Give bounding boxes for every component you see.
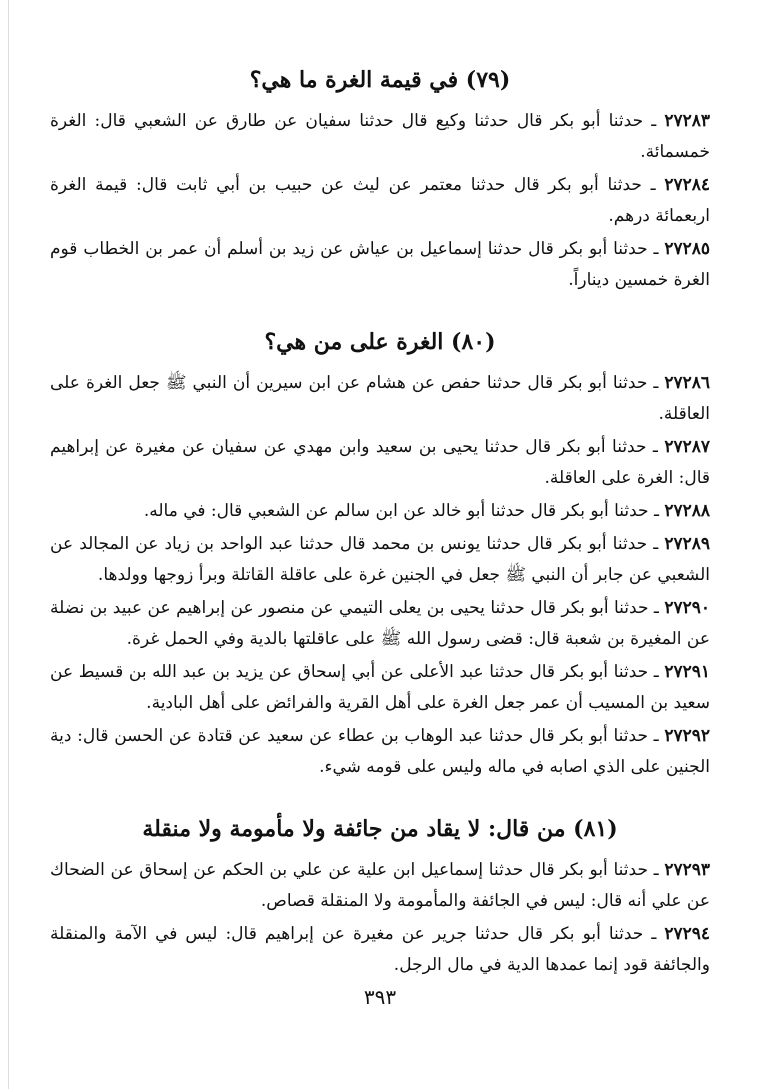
hadith-27285 [50,234,710,296]
hadith-number: ٢٧٢٨٤ [664,175,710,195]
hadith-number: ٢٧٢٩٢ [664,726,710,746]
hadith-27292 [50,721,710,783]
hadith-text: ـ حدثنا أبو بكر قال حدثنا يحيى بن يعلى التيمي عن منصور عن إبراهيم عن عبيد بن نضلة عن المغيرة بن شعبة قال: قضى رسول الله ﷺ على عاقلتها بالدية وفي الحمل غرة. [50,598,710,649]
hadith-number: ٢٧٢٨٨ [664,501,710,521]
hadith-text: ـ حدثنا أبو بكر قال حدثنا حفص عن هشام عن ابن سيرين أن النبي ﷺ جعل الغرة على العاقلة. [50,373,710,424]
hadith-number: ٢٧٢٩١ [664,662,710,682]
hadith-27294 [50,919,710,981]
hadith-number: ٢٧٢٩٠ [664,598,710,618]
hadith-text: ـ حدثنا أبو بكر قال حدثنا يونس بن محمد قال حدثنا عبد الواحد بن زياد عن المجالد عن الشعبي عن جابر أن النبي ﷺ جعل في الجنين غرة على عاقلة القاتلة وبرأ زوجها وولدها. [50,534,710,585]
hadith-27288 [50,496,710,527]
hadith-27291 [50,657,710,719]
hadith-number: ٢٧٢٩٤ [664,924,710,944]
hadith-number: ٢٧٢٩٣ [664,860,710,880]
hadith-text: ـ حدثنا أبو بكر قال حدثنا عبد الوهاب بن عطاء عن سعيد عن قتادة عن الحسن قال: دية الجنين على الذي اصابه في ماله وليس على قومه شيء. [50,726,710,777]
hadith-number: ٢٧٢٨٣ [664,111,710,131]
hadith-number: ٢٧٢٨٥ [664,239,710,259]
hadith-27290 [50,593,710,655]
hadith-text: ـ حدثنا أبو بكر قال حدثنا جرير عن مغيرة عن إبراهيم قال: ليس في الآمة والمنقلة والجائفة قود إنما عمدها الدية في مال الرجل. [50,924,710,975]
hadith-27283 [50,106,710,168]
page-edge [0,0,9,1089]
hadith-27286 [50,368,710,430]
hadith-number: ٢٧٢٨٧ [664,437,710,457]
hadith-text: ـ حدثنا أبو بكر قال حدثنا أبو خالد عن ابن سالم عن الشعبي قال: في ماله. [143,501,665,521]
hadith-27289 [50,529,710,591]
page-number: ٣٩٣ [363,985,397,1009]
hadith-number: ٢٧٢٨٩ [664,534,710,554]
section-heading-80: (٨٠) الغرة على من هي؟ [264,329,496,355]
hadith-text: ـ حدثنا أبو بكر قال حدثنا يحيى بن سعيد وابن مهدي عن سفيان عن مغيرة عن إبراهيم قال: الغرة على العاقلة. [50,437,710,488]
hadith-text: ـ حدثنا أبو بكر قال حدثنا وكيع قال حدثنا سفيان عن طارق عن الشعبي قال: الغرة خمسمائة. [50,111,710,162]
hadith-text: ـ حدثنا أبو بكر قال حدثنا عبد الأعلى عن أبي إسحاق عن يزيد بن عبد الله بن قسيط عن سعيد بن المسيب أن عمر جعل الغرة على أهل القرية والفرائض على أهل البادية. [50,662,710,713]
hadith-text: ـ حدثنا أبو بكر قال حدثنا إسماعيل ابن علية عن علي بن الحكم عن إسحاق عن الضحاك عن علي أنه قال: ليس في الجائفة والمأمومة ولا المنقلة قصاص. [50,860,710,911]
hadith-text: ـ حدثنا أبو بكر قال حدثنا إسماعيل بن عياش عن زيد بن أسلم أن عمر بن الخطاب قوم الغرة خمسين ديناراً. [50,239,710,290]
hadith-text: ـ حدثنا أبو بكر قال حدثنا معتمر عن ليث عن حبيب بن أبي ثابت قال: قيمة الغرة اربعمائة درهم. [50,175,710,226]
hadith-number: ٢٧٢٨٦ [664,373,710,393]
section-heading-79: (٧٩) في قيمة الغرة ما هي؟ [249,67,511,93]
document-page [50,60,710,983]
hadith-27284 [50,170,710,232]
hadith-27287 [50,432,710,494]
section-heading-81: (٨١) من قال: لا يقاد من جائفة ولا مأمومة ولا منقلة [142,816,618,842]
hadith-27293 [50,855,710,917]
